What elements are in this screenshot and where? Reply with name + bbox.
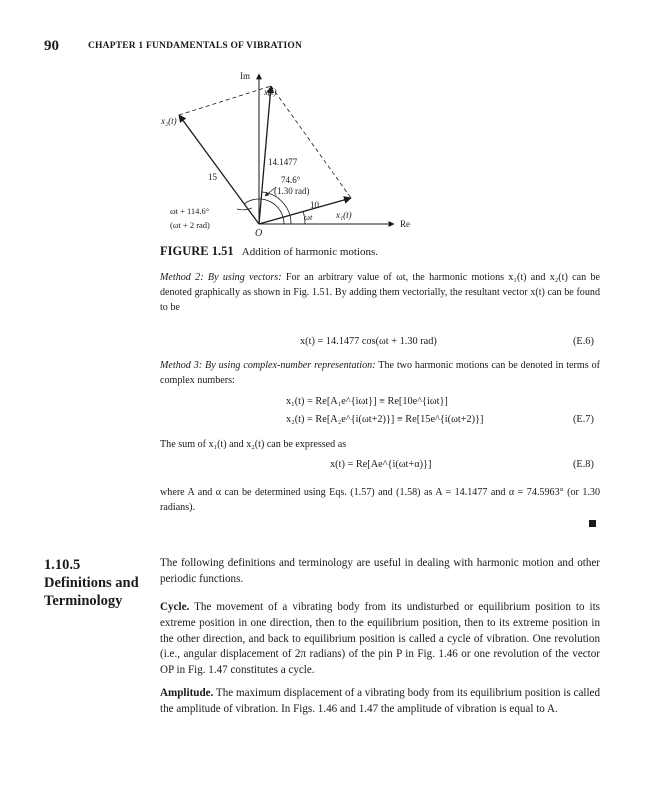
figure-caption xyxy=(160,244,378,259)
method2-text: For an arbitrary value of ωt, the harmonic motions x₁(t) and x₂(t) can be denoted graphically as shown in Fig. 1.51. By adding them vectorially, the resultant vector x(t) can be found to be xyxy=(160,272,600,313)
dashed-top xyxy=(179,86,271,115)
section-number: 1.10.5 xyxy=(44,557,81,573)
equation-e6: x(t) = 14.1477 cos(ωt + 1.30 rad) xyxy=(300,336,437,347)
equation-e6-number: (E.6) xyxy=(573,336,594,347)
mag-resultant-label: 14.1477 xyxy=(268,157,298,167)
x2-t-label: x₂(t) xyxy=(161,116,177,126)
intro-paragraph: The following definitions and terminology are useful in dealing with harmonic motion and other periodic functions. xyxy=(160,557,600,585)
end-of-example-mark xyxy=(589,520,596,527)
angle-rad-label: (1.30 rad) xyxy=(274,186,310,196)
section-heading xyxy=(44,556,139,610)
amplitude-term: Amplitude. xyxy=(160,687,214,699)
cycle-paragraph xyxy=(160,600,600,679)
section-title-line2: Terminology xyxy=(44,593,123,609)
x-t-label: x(t) xyxy=(264,87,277,97)
chapter-header: CHAPTER 1 FUNDAMENTALS OF VIBRATION xyxy=(88,41,303,51)
method3-text: The two harmonic motions can be denoted in terms of complex numbers: xyxy=(160,360,600,386)
cycle-term: Cycle. xyxy=(160,601,190,613)
caption-text: Addition of harmonic motions. xyxy=(241,246,379,258)
omega-t-label: ωt xyxy=(304,212,313,222)
method3-heading: Method 3: By using complex-number representation: xyxy=(160,360,376,371)
angle-deg-label: 74.6° xyxy=(281,175,301,185)
x-resultant-vector xyxy=(259,86,271,224)
cycle-text: The movement of a vibrating body from its undisturbed or equilibrium position to its extreme position in one direction, then to the equilibrium position, then to its extreme position in the other direction, and back to equilibrium position is called a cycle of vibration. One revolution (i.e., angular displacement of 2π radians) of the pin P in Fig. 1.46 or one revolution of the vector OP in Fig. 1.47 constitutes a cycle. xyxy=(160,601,600,677)
equation-e8: x(t) = Re[Ae^{i(ωt+α)}] xyxy=(330,459,432,470)
section-title-line1: Definitions and xyxy=(44,575,139,591)
amplitude-text: The maximum displacement of a vibrating body from its equilibrium position is called the amplitude of vibration. In Figs. 1.46 and 1.47 the amplitude of vibration is equal to A. xyxy=(160,687,600,715)
wt-plus-label: ωt + 114.6° xyxy=(170,206,210,216)
equation-e7-number: (E.7) xyxy=(573,414,594,425)
wt-rad-label: (ωt + 2 rad) xyxy=(170,220,210,230)
method2-paragraph xyxy=(160,270,600,315)
axis-im-label: Im xyxy=(240,71,250,81)
origin-label: O xyxy=(255,228,263,238)
equation-e8-number: (E.8) xyxy=(573,459,594,470)
equation-e7-line2: x₂(t) = Re[A₂e^{i(ωt+2)}] ≡ Re[15e^{i(ωt+2)}] xyxy=(286,414,484,425)
mag-15-label: 15 xyxy=(208,172,217,182)
caption-label: FIGURE 1.51 xyxy=(160,244,234,258)
sum-sentence: The sum of x₁(t) and x₂(t) can be expressed as xyxy=(160,439,347,450)
mag-10-label: 10 xyxy=(310,200,319,210)
equation-e7-line1: x₁(t) = Re[A₁e^{iωt}] ≡ Re[10e^{iωt}] xyxy=(286,396,448,407)
method3-paragraph xyxy=(160,358,600,388)
harmonic-addition-figure xyxy=(140,66,420,238)
axis-re-label: Re xyxy=(400,219,410,229)
x1-t-label: x₁(t) xyxy=(336,210,352,220)
amplitude-paragraph xyxy=(160,686,600,718)
page-number: 90 xyxy=(44,38,59,54)
where-paragraph: where A and α can be determined using Eqs. (1.57) and (1.58) as A = 14.1477 and α = 74.5963° (or 1.30 radians). xyxy=(160,487,600,513)
method2-heading: Method 2: By using vectors: xyxy=(160,272,282,283)
